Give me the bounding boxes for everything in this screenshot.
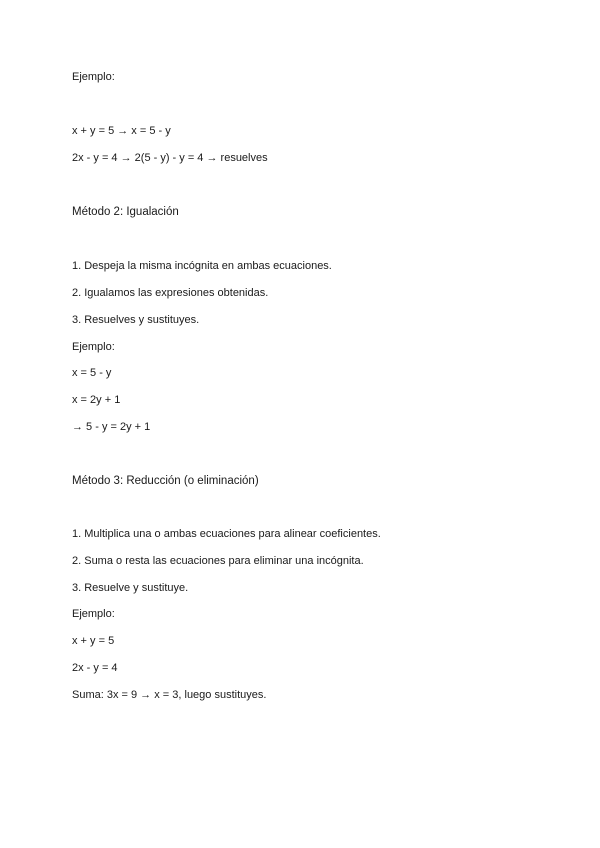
intro-example-label: Ejemplo: [72, 71, 115, 83]
method-2-example-line-1: x = 5 - y [72, 367, 112, 379]
method-3-step-3: 3. Resuelve y sustituye. [72, 582, 189, 594]
method-3-step-2: 2. Suma o resta las ecuaciones para eliminar una incógnita. [72, 555, 364, 567]
method-2-step-1: 1. Despeja la misma incógnita en ambas ecuaciones. [72, 260, 332, 272]
method-3-example-line-1: x + y = 5 [72, 635, 115, 647]
method-3-example-label: Ejemplo: [72, 608, 115, 620]
method-2-example-line-2: x = 2y + 1 [72, 394, 121, 406]
method-2-step-3: 3. Resuelves y sustituyes. [72, 314, 200, 326]
method-2-title: Método 2: Igualación [72, 206, 179, 218]
method-2-example-label: Ejemplo: [72, 341, 115, 353]
intro-equation-1: x + y = 5 → x = 5 - y [72, 125, 171, 137]
method-2-example-line-3: → 5 - y = 2y + 1 [72, 421, 151, 433]
method-2-step-2: 2. Igualamos las expresiones obtenidas. [72, 287, 269, 299]
method-3-step-1: 1. Multiplica una o ambas ecuaciones para alinear coeficientes. [72, 528, 381, 540]
method-3-example-line-3: Suma: 3x = 9 → x = 3, luego sustituyes. [72, 689, 267, 701]
method-3-example-line-2: 2x - y = 4 [72, 662, 118, 674]
intro-equation-2: 2x - y = 4 → 2(5 - y) - y = 4 → resuelves [72, 152, 268, 164]
method-3-title: Método 3: Reducción (o eliminación) [72, 475, 259, 487]
